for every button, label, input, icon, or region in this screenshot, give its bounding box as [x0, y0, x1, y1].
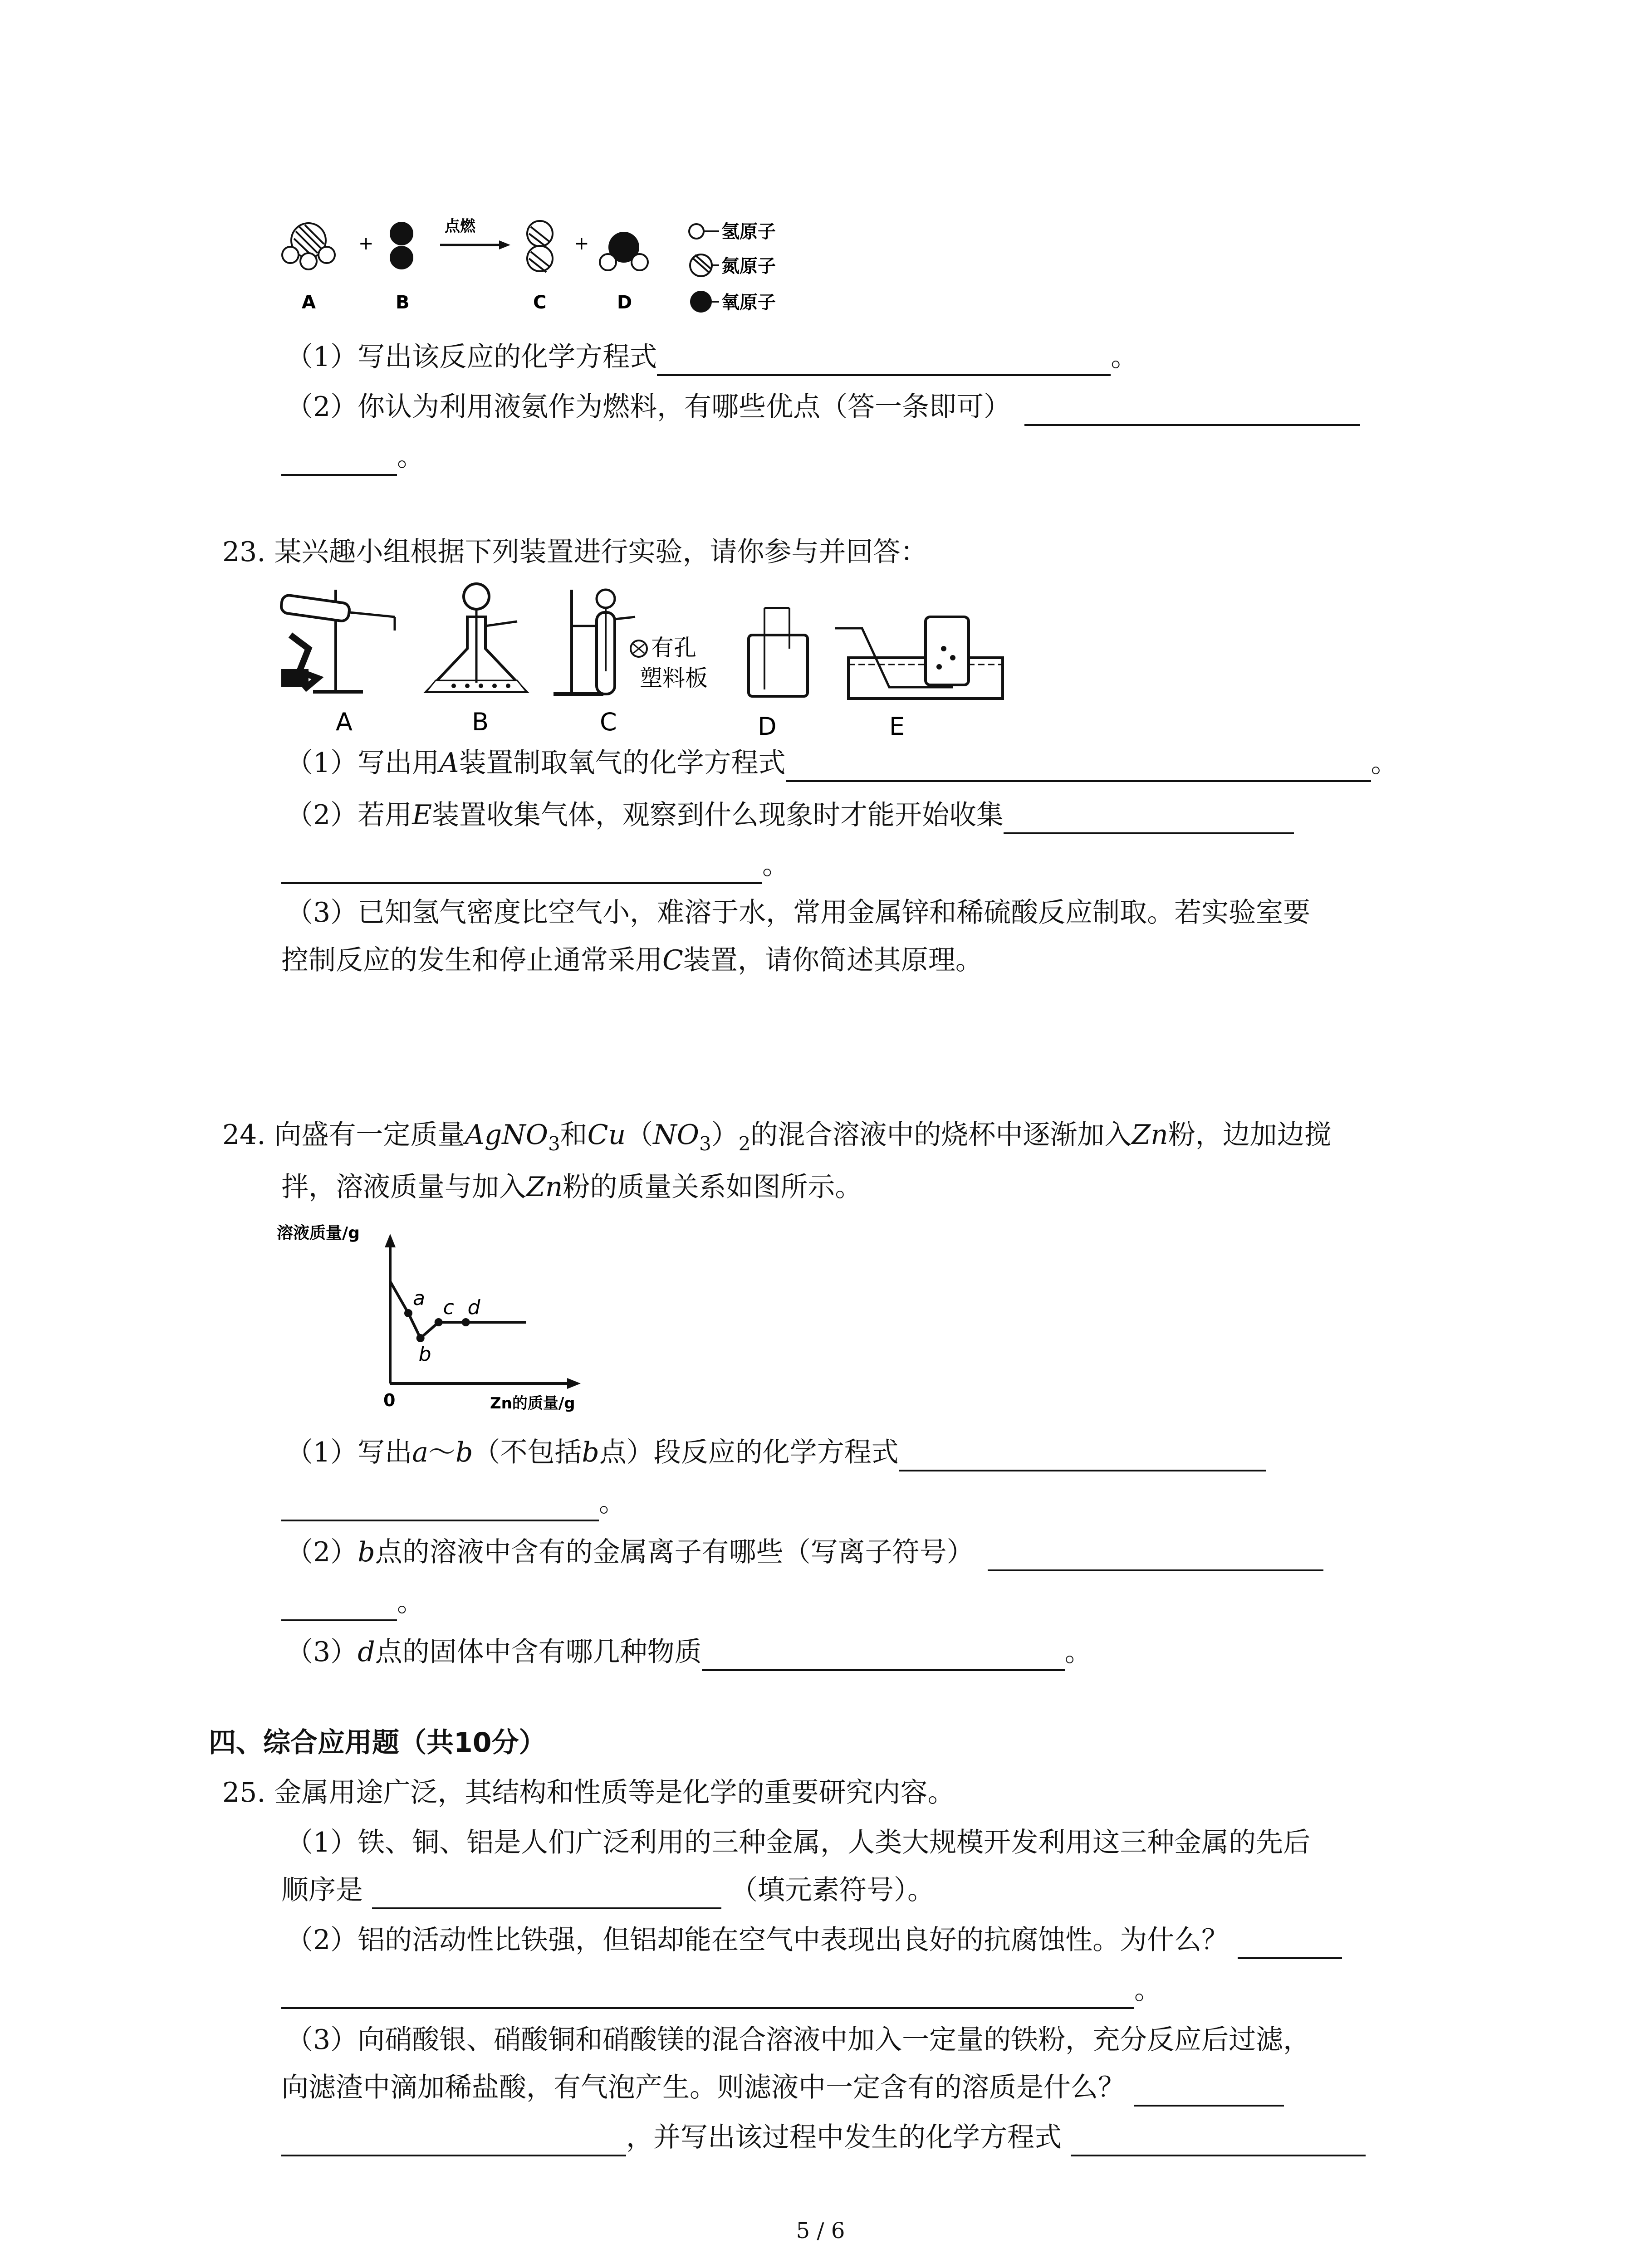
answer-blank[interactable] [1004, 805, 1294, 834]
q23-sub1: （1）写出用A装置制取氧气的化学方程式 。 [286, 744, 1398, 782]
answer-blank[interactable] [281, 1592, 397, 1621]
legend-oxygen: 氧原子 [721, 292, 776, 313]
apparatus-figure [272, 581, 1007, 744]
molecule-c [527, 221, 553, 272]
answer-blank[interactable] [988, 1542, 1323, 1571]
answer-blank[interactable] [899, 1442, 1266, 1471]
q22-sub2: （2）你认为利用液氨作为燃料，有哪些优点（答一条即可） [286, 388, 1360, 426]
answer-blank[interactable] [702, 1642, 1065, 1671]
label-a: A [302, 292, 316, 313]
point-label-d: d [467, 1296, 480, 1319]
apparatus-label-c: C [600, 708, 617, 736]
q24-stem-line2: 拌，溶液质量与加入Zn粉的质量关系如图所示。 [281, 1171, 862, 1203]
q23-sub3-line1: （3）已知氢气密度比空气小，难溶于水，常用金属锌和稀硫酸反应制取。若实验室要 [286, 897, 1311, 929]
answer-blank[interactable] [372, 1880, 721, 1909]
q25-sub3-line1: （3）向硝酸银、硝酸铜和硝酸镁的混合溶液中加入一定量的铁粉，充分反应后过滤， [286, 2024, 1311, 2056]
label-b: B [396, 292, 410, 313]
reaction-diagram [272, 213, 907, 331]
point-a [404, 1309, 412, 1317]
point-c [435, 1318, 443, 1326]
arrow-label: 点燃 [445, 217, 475, 235]
section-title: 四、综合应用题（共10分） [209, 1727, 546, 1759]
svg-text:+: + [358, 233, 374, 254]
q24-sub1: （1）写出a～b（不包括b点）段反应的化学方程式 [286, 1433, 1266, 1471]
legend [689, 221, 776, 313]
q25-sub1-line1: （1）铁、铜、铝是人们广泛利用的三种金属，人类大规模开发利用这三种金属的先后 [286, 1827, 1311, 1858]
answer-blank[interactable] [281, 2127, 626, 2156]
chart-origin: 0 [383, 1390, 396, 1410]
plate-label-2: 塑料板 [640, 665, 708, 691]
answer-blank[interactable] [281, 447, 397, 476]
chart-xlabel: Zn的质量/g [490, 1394, 575, 1413]
answer-blank[interactable] [1238, 1930, 1342, 1959]
q24-sub2-cont: 。 [281, 1583, 424, 1621]
q24-stem-line1: 24. 向盛有一定质量AgNO$_3$和$Cu(NO_3)_2$的混合溶液中的烧杯中逐渐加入Zn粉，边加边搅 [222, 1119, 1332, 1155]
chart-ylabel: 溶液质量/g [277, 1224, 360, 1242]
answer-blank[interactable] [786, 753, 1371, 782]
molecule-a [282, 223, 335, 269]
answer-blank[interactable] [657, 347, 1111, 376]
apparatus-label-a: A [336, 708, 353, 736]
q25-sub2-cont: 。 [281, 1971, 1161, 2009]
q25-sub2-line1: （2）铝的活动性比铁强，但铝却能在空气中表现出良好的抗腐蚀性。为什么？ [286, 1921, 1342, 1959]
q23-sub2-cont: 。 [281, 846, 789, 884]
q25-sub3-line2: 向滤渣中滴加稀盐酸，有气泡产生。则滤液中一定含有的溶质是什么？ [281, 2068, 1284, 2107]
apparatus-label-b: B [472, 708, 489, 736]
q24-chart [277, 1220, 622, 1420]
q22-sub1: （1）写出该反应的化学方程式 。 [286, 338, 1138, 376]
q25-sub1-line2: 顺序是 （填元素符号）。 [281, 1871, 935, 1909]
apparatus-c [554, 590, 708, 694]
q24-sub3: （3）d点的固体中含有哪几种物质 。 [286, 1633, 1092, 1671]
answer-blank[interactable] [1071, 2127, 1366, 2156]
q24-sub1-cont: 。 [281, 1483, 626, 1521]
apparatus-label-e: E [889, 712, 905, 741]
q23-sub2: （2）若用E装置收集气体，观察到什么现象时才能开始收集 [286, 796, 1294, 834]
q23-sub3-line2: 控制反应的发生和停止通常采用C装置，请你简述其原理。 [281, 944, 983, 976]
apparatus-e [835, 617, 1003, 699]
apparatus-label-d: D [758, 712, 777, 741]
answer-blank[interactable] [1134, 2077, 1284, 2107]
point-label-a: a [413, 1287, 425, 1310]
point-d [462, 1318, 470, 1326]
legend-hydrogen: 氢原子 [721, 221, 776, 242]
point-label-c: c [443, 1296, 454, 1319]
q25-stem: 25. 金属用途广泛，其结构和性质等是化学的重要研究内容。 [222, 1777, 955, 1809]
q24-sub2: （2）b点的溶液中含有的金属离子有哪些（写离子符号） [286, 1533, 1323, 1571]
molecule-b [390, 222, 413, 269]
answer-blank[interactable] [281, 855, 762, 884]
apparatus-a [280, 590, 395, 692]
answer-blank[interactable] [1024, 397, 1360, 426]
molecule-d [600, 232, 648, 270]
legend-nitrogen: 氮原子 [721, 256, 776, 277]
label-d: D [617, 292, 632, 313]
point-b [416, 1334, 425, 1342]
q25-sub3-line3: ，并写出该过程中发生的化学方程式 [281, 2118, 1366, 2156]
series-line [390, 1281, 526, 1338]
label-c: C [533, 292, 547, 313]
point-label-b: b [418, 1343, 431, 1366]
apparatus-d [749, 608, 808, 696]
answer-blank[interactable] [281, 1980, 1134, 2009]
svg-text:+: + [574, 233, 589, 254]
q22-sub2-cont: 。 [281, 438, 424, 476]
q23-stem: 23. 某兴趣小组根据下列装置进行实验，请你参与并回答： [222, 536, 928, 568]
apparatus-b [426, 584, 526, 692]
answer-blank[interactable] [281, 1492, 599, 1521]
page-number: 5 / 6 [796, 2218, 845, 2244]
plate-label-1: 有孔 [651, 635, 696, 661]
